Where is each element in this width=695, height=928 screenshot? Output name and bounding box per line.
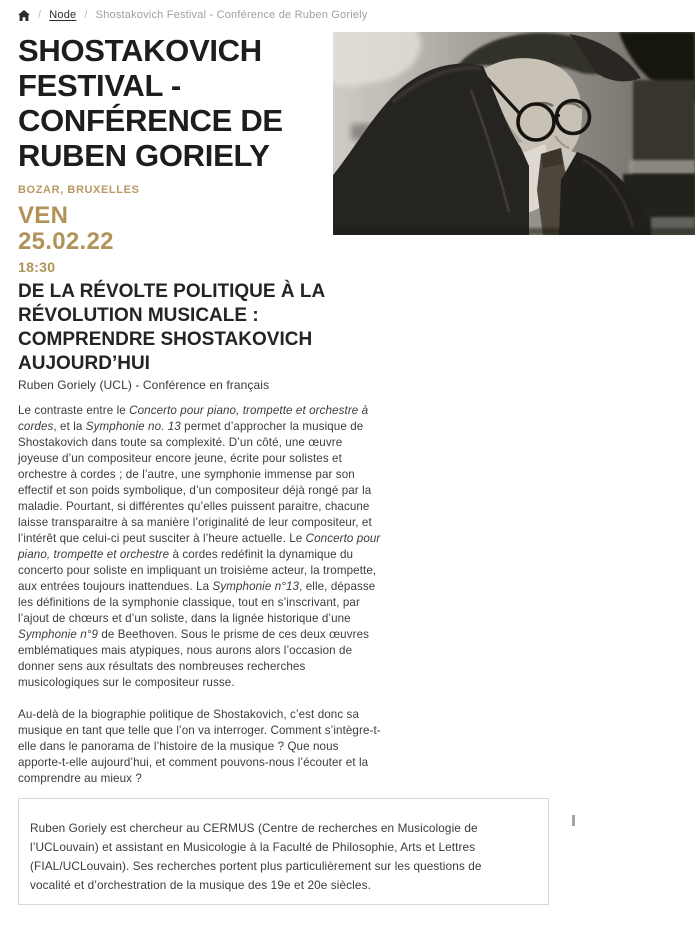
text-cursor [572, 815, 575, 826]
breadcrumb [18, 9, 368, 21]
description-paragraph: Le contraste entre le Concerto pour piano, trompette et orchestre à cordes, et la Symphonie no. 13 permet d’approcher la musique de Shostakovich dans toute sa complexité. D’un côté, une œuvre joyeuse d’un compositeur encore jeune, écrite pour solistes et orchestre à cordes ; de l’autre, une symphonie immense par son effectif et son poids symbolique, d’un compositeur déjà rongé par la maladie. Pourtant, si différentes qu’elles puissent paraitre, chacune laisse transparaitre à sa manière l’originalité de leur compositeur, et l’intérêt que celui-ci peut susciter à l’heure actuelle. Le Concerto pour piano, trompette et orchestre à cordes redéfinit la dynamique du concerto pour soliste en impliquant un troisième acteur, la trompette, aux entrées toujours inattendues. La Symphonie n°13, elle, dépasse les définitions de la symphonie classique, tout en s’inscrivant, par l’ajout de chœurs et d’un soliste, dans la lignée historique d’une Symphonie n°9 de Beethoven. Sous le prisme de ces deux œuvres emblématiques mais atypiques, nous aurons alors l’occasion de donner sens aux résultats des nombreuses recherches musicologiques sur le compositeur russe. [18, 404, 381, 689]
home-link[interactable] [18, 10, 30, 21]
event-date: 25.02.22 [18, 228, 114, 255]
breadcrumb-separator: / [38, 9, 42, 21]
home-icon [18, 10, 30, 21]
lecture-heading: DE LA RÉVOLTE POLITIQUE À LA RÉVOLUTION MUSICALE : COMPRENDRE SHOSTAKOVICH AUJOURD’HUI [18, 281, 325, 374]
lecture-byline: Ruben Goriely (UCL) - Conférence en français [18, 378, 270, 392]
speaker-bio-box [18, 798, 549, 905]
hero-photo-shostakovich [333, 32, 695, 235]
breadcrumb-current: Shostakovich Festival - Conférence de Ruben Goriely [95, 9, 368, 21]
lecture-description [18, 403, 384, 787]
breadcrumb-node-link[interactable]: Node [49, 9, 77, 21]
page-title: SHOSTAKOVICH FESTIVAL - CONFÉRENCE DE RUBEN GORIELY [18, 33, 283, 173]
description-paragraph: Au-delà de la biographie politique de Shostakovich, c’est donc sa musique en tant que telle que l’on va interroger. Comment s’intègre-t-elle dans le panorama de l’histoire de la musique ? Que nous apporte-t-elle aujourd’hui, et comment pouvons-nous l’écouter et la comprendre au mieux ? [18, 708, 381, 785]
event-day: VEN [18, 202, 69, 229]
event-venue: BOZAR, BRUXELLES [18, 184, 140, 196]
event-details [18, 184, 139, 275]
speaker-bio-text: Ruben Goriely est chercheur au CERMUS (Centre de recherches en Musicologie de l’UCLouvain) et assistant en Musicologie à la Faculté de Philosophie, Arts et Lettres (FIAL/UCLouvain). Ses recherches portent plus particulièrement sur les questions de vocalité et d’orchestration de la musique des 19e et 20e siècles. [30, 821, 482, 892]
breadcrumb-separator: / [84, 9, 88, 21]
event-time: 18:30 [18, 259, 56, 275]
